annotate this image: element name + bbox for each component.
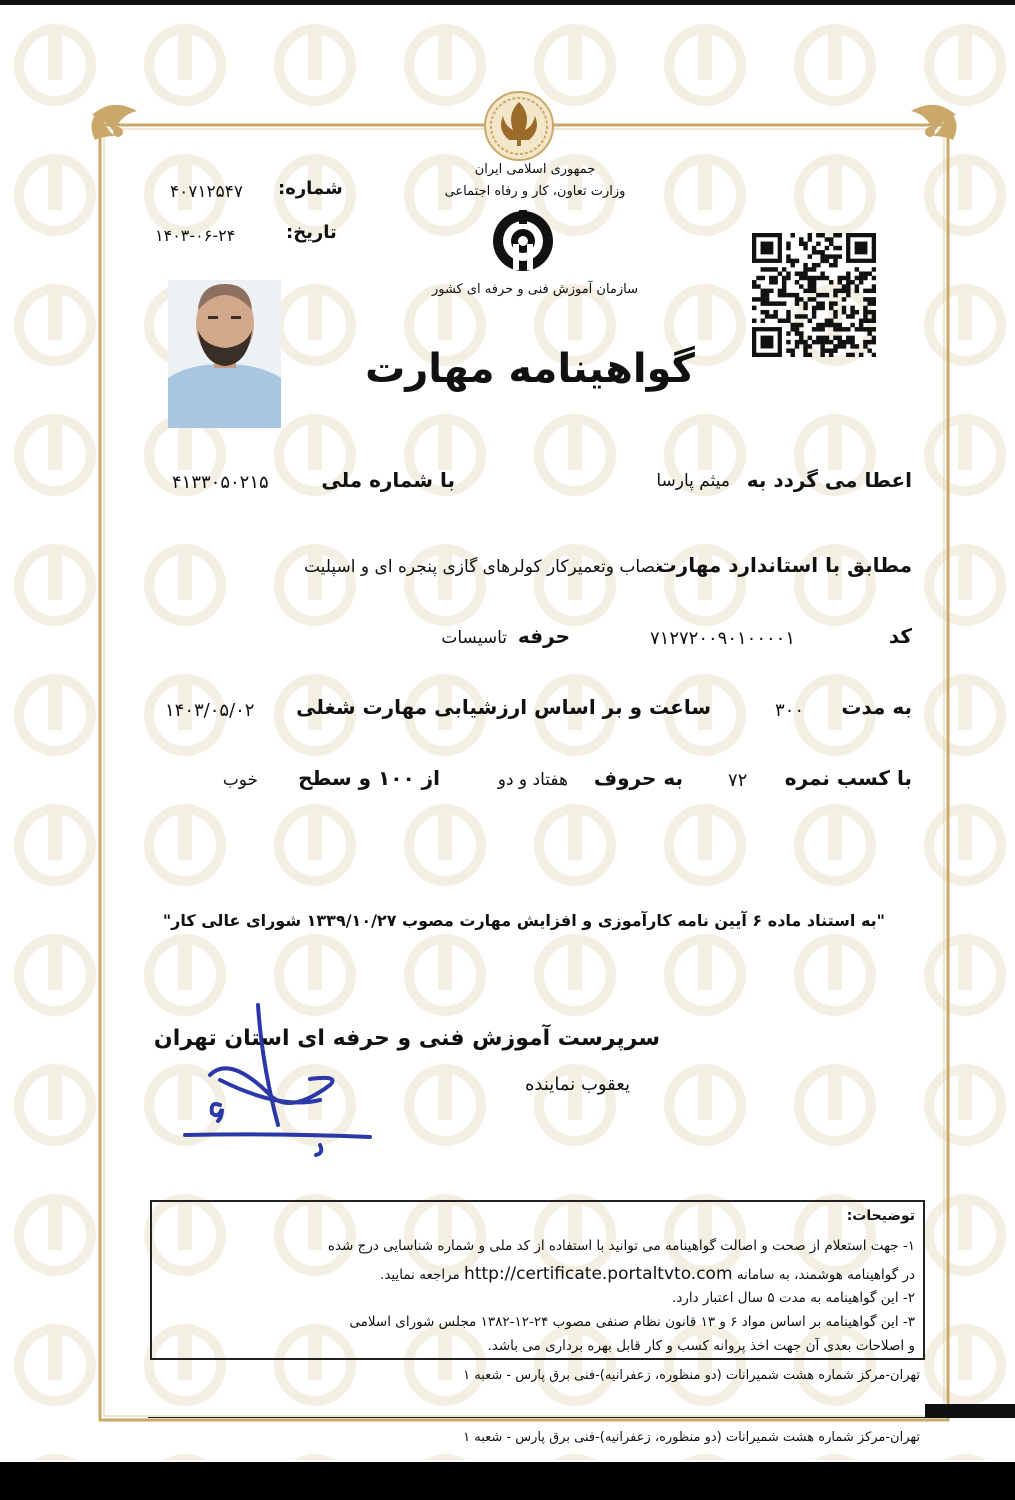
score-value: ۷۲ [728, 770, 748, 791]
note-5: و اصلاحات بعدی آن جهت اخذ پروانه کسب و کار قابل بهره برداری می باشد. [487, 1338, 915, 1354]
holder-name: میثم پارسا [656, 471, 730, 491]
hours-label: ساعت و بر اساس ارزشیابی مهارت شغلی [296, 695, 711, 719]
note-4: ۳- این گواهینامه بر اساس مواد ۶ و ۱۳ قانون نظام صنفی مصوب ۲۴-۱۲-۱۳۸۲ مجلس شورای اسلامی [349, 1314, 915, 1330]
in-words-label: به حروف [593, 766, 683, 790]
iran-emblem-icon [480, 88, 558, 164]
signatory-title: سرپرست آموزش فنی و حرفه ای استان تهران [153, 1026, 660, 1051]
assessment-date: ۱۴۰۳/۰۵/۰۲ [165, 700, 255, 721]
handwritten-signature [180, 1000, 380, 1160]
duration-label: به مدت [841, 695, 912, 719]
date-label: تاریخ: [286, 222, 337, 243]
score-label: با کسب نمره [784, 766, 912, 790]
out-of-label: از ۱۰۰ و سطح [298, 766, 440, 790]
bottom-edge-bar [0, 1462, 1015, 1500]
tvto-logo-icon [483, 208, 563, 274]
code-label: کد [888, 624, 912, 648]
notes-heading: توضیحات: [846, 1208, 915, 1224]
number-value: ۴۰۷۱۲۵۴۷ [170, 182, 244, 202]
level-value: خوب [222, 770, 258, 790]
qr-code [752, 233, 876, 357]
national-id-value: ۴۱۳۳۰۵۰۲۱۵ [172, 472, 269, 493]
ministry-name: وزارت تعاون، کار و رفاه اجتماعی [444, 184, 626, 199]
trade-label: حرفه [517, 624, 570, 648]
scan-artifact [925, 1404, 1015, 1418]
regulation-statement: "به استناد ماده ۶ آیین نامه کارآموزی و افزایش مهارت مصوب ۱۳۳۹/۱۰/۲۷ شورای عالی کار" [162, 911, 885, 930]
trade-value: تاسیسات [441, 628, 507, 648]
note-3: ۲- این گواهینامه به مدت ۵ سال اعتبار دارد. [672, 1290, 915, 1306]
footer-divider [148, 1417, 928, 1418]
country-name: جمهوری اسلامی ایران [474, 162, 596, 177]
footer-address-repeat: تهران-مرکز شماره هشت شمیرانات (دو منظوره، زعفرانیه)-فنی برق پارس - شعبه ۱ [463, 1430, 920, 1445]
certificate-title: گواهینامه مهارت [365, 346, 695, 392]
note-2 [380, 1264, 915, 1284]
standard-label: مطابق با استاندارد مهارت [656, 553, 912, 577]
corner-ornament-right [911, 105, 957, 140]
in-words-value: هفتاد و دو [497, 770, 568, 790]
duration-value: ۳۰۰ [775, 700, 805, 721]
granted-label: اعطا می گردد به [746, 468, 912, 492]
top-edge-bar [0, 0, 1015, 5]
holder-photo [168, 280, 281, 428]
national-id-label: با شماره ملی [321, 468, 455, 492]
number-label: شماره: [278, 178, 343, 199]
code-value: ۷۱۲۷۲۰۰۹۰۱۰۰۰۰۱ [650, 628, 796, 649]
date-value: ۱۴۰۳-۰۶-۲۴ [155, 226, 236, 245]
footer-address: تهران-مرکز شماره هشت شمیرانات (دو منظوره، زعفرانیه)-فنی برق پارس - شعبه ۱ [463, 1368, 920, 1383]
corner-ornament-left [91, 105, 137, 140]
note-2-start: در گواهینامه هوشمند، به سامانه [736, 1267, 915, 1283]
standard-value: نصاب وتعمیرکار کولرهای گازی پنجره ای و اسپلیت [303, 557, 660, 577]
note-2-end: مراجعه نمایید. [380, 1267, 460, 1283]
organization-name: سازمان آموزش فنی و حرفه ای کشور [431, 282, 639, 297]
notes-box [150, 1200, 925, 1360]
note-1: ۱- جهت استعلام از صحت و اصالت گواهینامه می توانید با استفاده از کد ملی و شماره شناسایی درج شده [327, 1238, 915, 1254]
note-2-url[interactable]: http://certificate.portaltvto.com [464, 1264, 733, 1284]
signatory-name: یعقوب نماینده [525, 1074, 630, 1095]
